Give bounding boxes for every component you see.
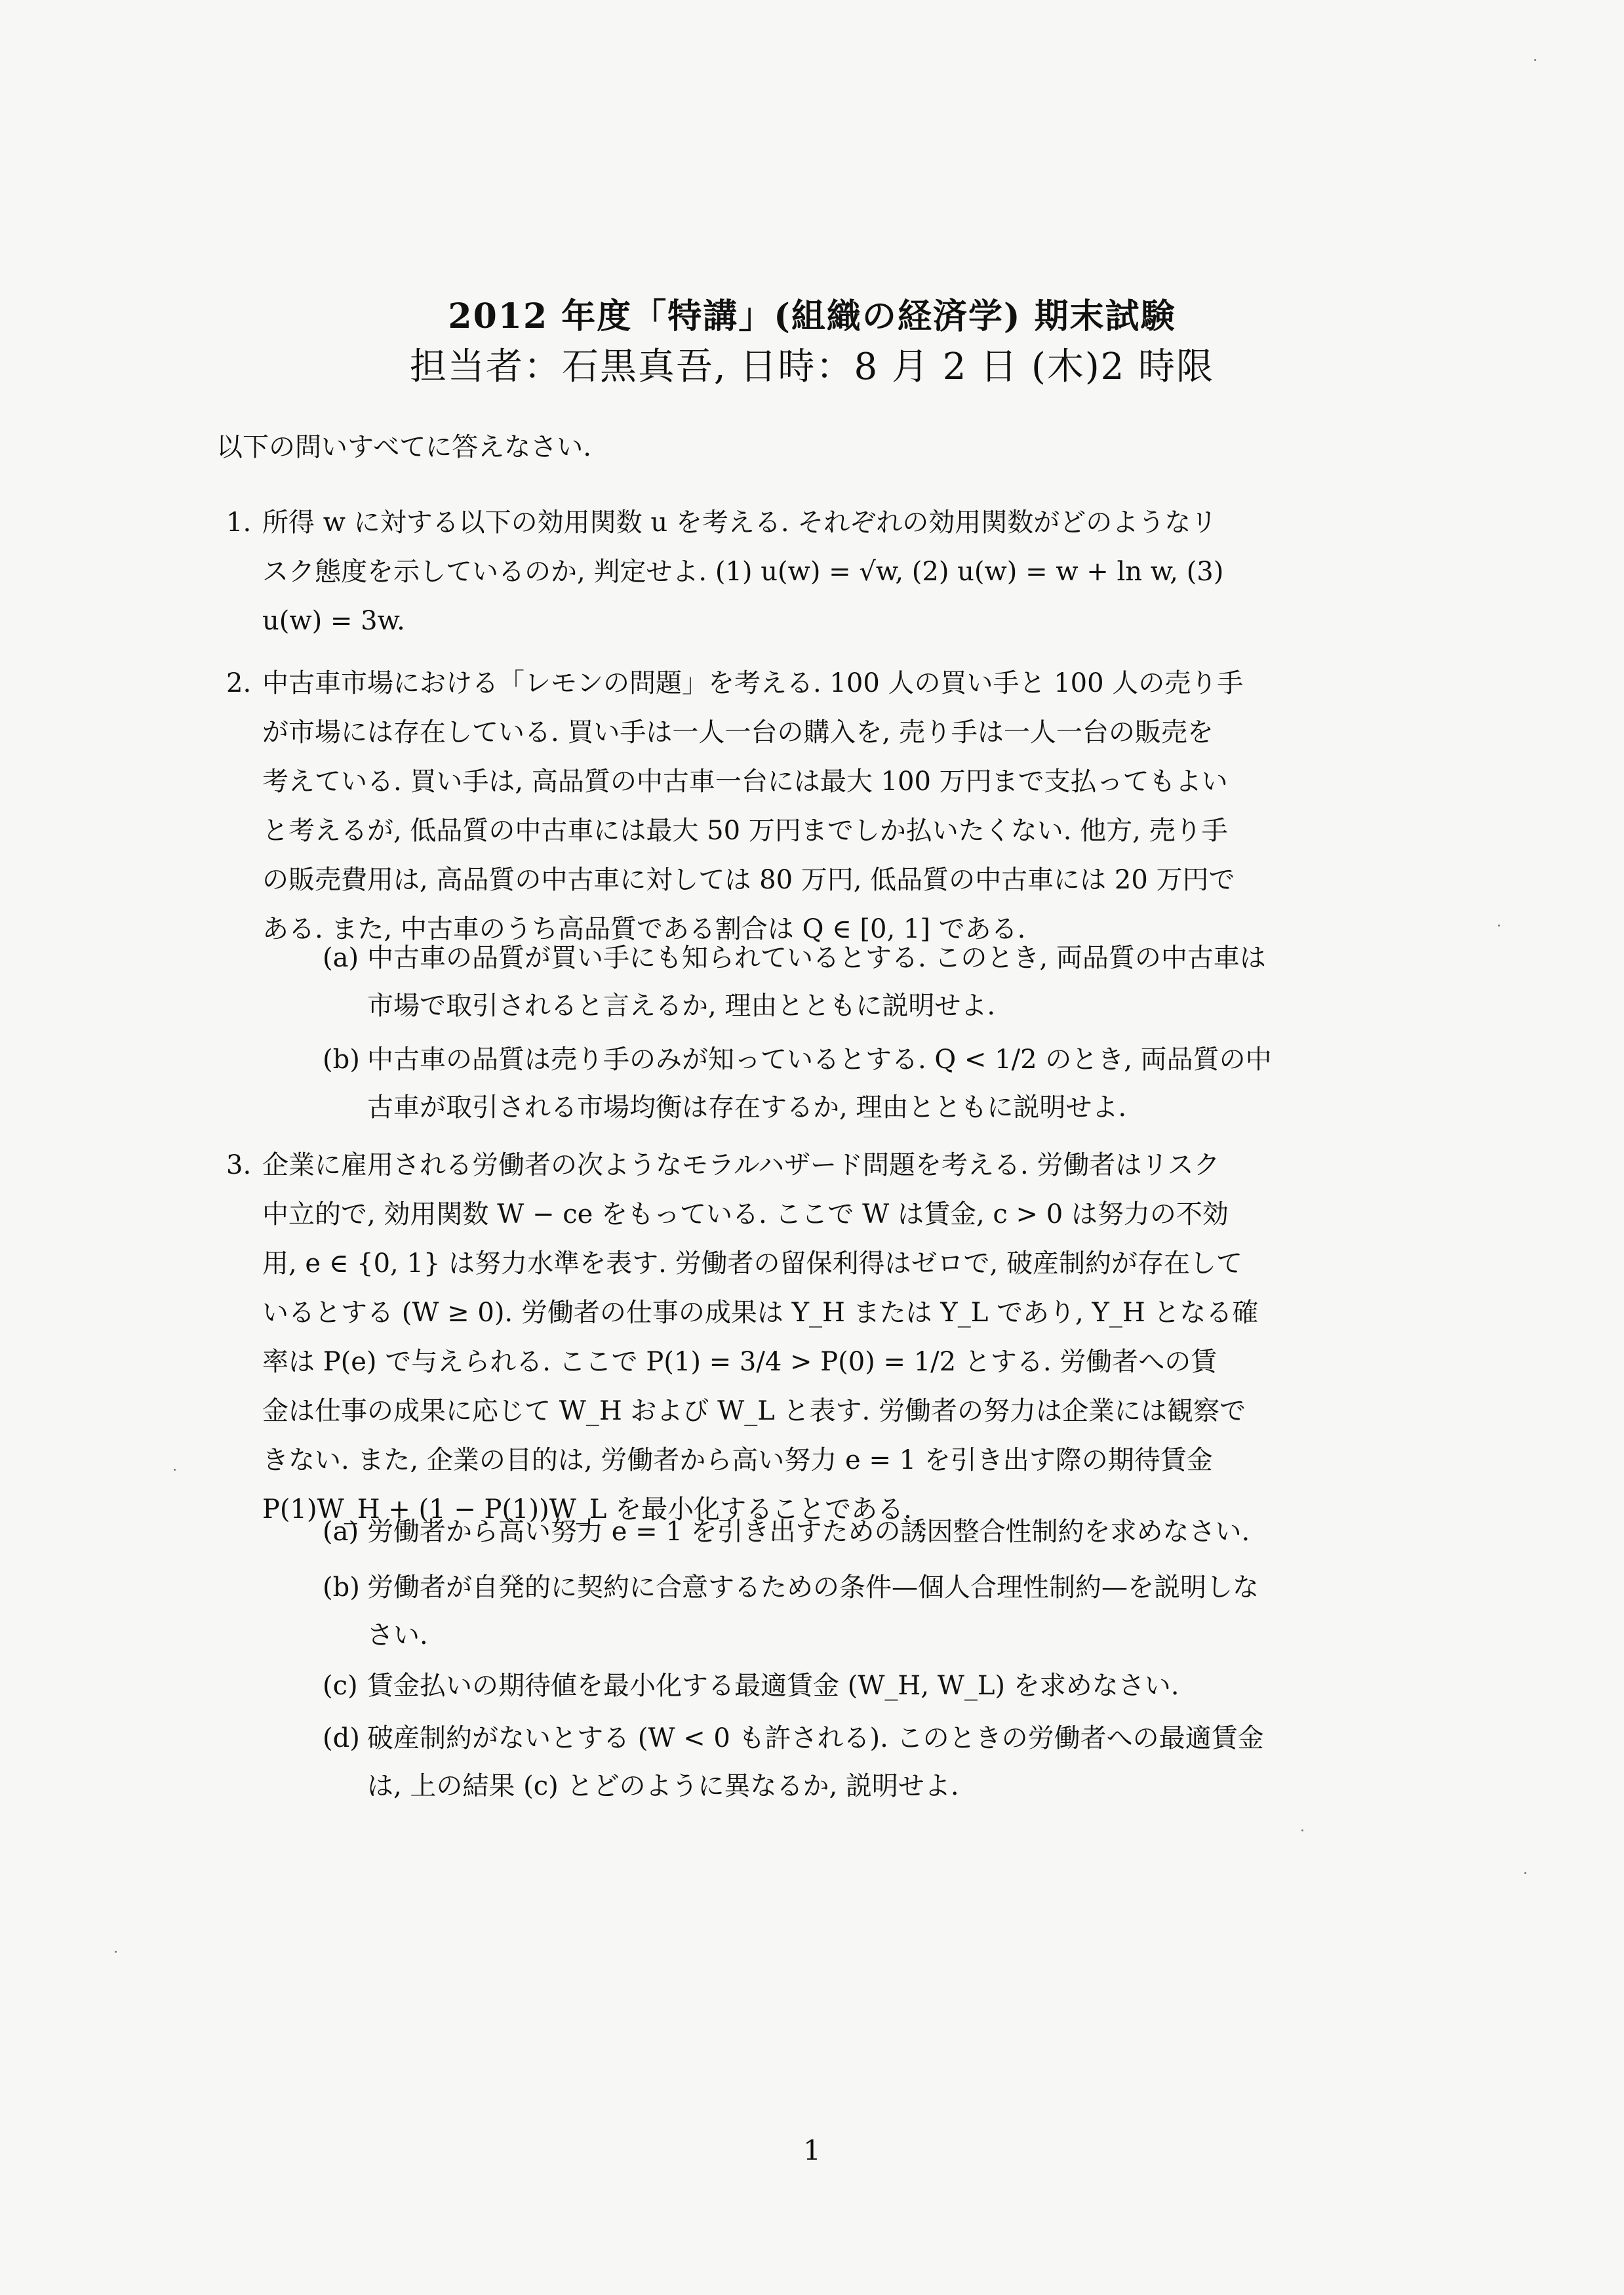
subquestion-label: (b) [323,1572,360,1603]
scan-speck [1301,1829,1303,1831]
subquestion-line: 労働者が自発的に契約に合意するための条件—個人合理性制約—を説明しな [367,1572,1259,1603]
subquestion-line: は, 上の結果 (c) とどのように異なるか, 説明せよ. [367,1771,959,1801]
question-line: 考えている. 買い手は, 高品質の中古車一台には最大 100 万円まで支払ってもよい [262,767,1228,797]
question-line: きない. また, 企業の目的は, 労働者から高い努力 e = 1 を引き出す際の期待賃金 [262,1445,1213,1475]
question-line: と考えるが, 低品質の中古車には最大 50 万円までしか払いたくない. 他方, 売り手 [262,816,1228,846]
question-line: ある. また, 中古車のうち高品質である割合は Q ∈ [0, 1] である. [262,914,1026,944]
subquestion-label: (a) [323,943,359,973]
instructions: 以下の問いすべてに答えなさい. [216,432,591,462]
question-number: 3. [226,1150,252,1180]
question-1 [226,498,1390,646]
question-line: が市場には存在している. 買い手は一人一台の購入を, 売り手は一人一台の販売を [262,717,1214,748]
question-number: 2. [226,668,252,698]
page-number: 1 [803,2134,821,2166]
subquestion-label: (d) [323,1723,360,1753]
question-line: スク態度を示しているのか, 判定せよ. (1) u(w) = √w, (2) u(w) = w + ln w, (3) [262,557,1224,587]
subquestion-line: 中古車の品質は売り手のみが知っているとする. Q < 1/2 のとき, 両品質の中 [367,1045,1272,1075]
question-line: P(1)W_H + (1 − P(1))W_L を最小化することである. [262,1494,912,1525]
scan-speck [1524,1872,1526,1874]
exam-subtitle: 担当者：石黒真吾, 日時：8 月 2 日 (木)2 時限 [409,346,1215,388]
question-line: の販売費用は, 高品質の中古車に対しては 80 万円, 低品質の中古車には 20 万円で [262,865,1235,895]
question-line: 企業に雇用される労働者の次ようなモラルハザード問題を考える. 労働者はリスク [262,1150,1220,1180]
subquestion-line: 破産制約がないとする (W < 0 も許される). このときの労働者への最適賃金 [367,1723,1264,1753]
subquestion-line: 賃金払いの期待値を最小化する最適賃金 (W_H, W_L) を求めなさい. [367,1671,1179,1701]
question-2b [323,1036,1390,1132]
question-line: 金は仕事の成果に応じて W_H および W_L と表す. 労働者の努力は企業には観察で [262,1396,1246,1426]
scan-speck [1498,925,1500,927]
question-line: 所得 w に対する以下の効用関数 u を考える. それぞれの効用関数がどのようなリ [262,508,1218,538]
question-line: 率は P(e) で与えられる. ここで P(1) = 3/4 > P(0) = 1/2 とする. 労働者への賃 [262,1347,1218,1377]
scan-speck [115,1951,117,1953]
subquestion-label: (b) [323,1045,360,1075]
exam-title: 2012 年度「特講」(組織の経済学) 期末試験 [448,296,1176,336]
question-3b [323,1564,1390,1660]
subquestion-line: 市場で取引されると言えるか, 理由とともに説明せよ. [367,991,996,1021]
question-line: いるとする (W ≥ 0). 労働者の仕事の成果は Y_H または Y_L であり, Y_H となる確 [262,1298,1259,1328]
subquestion-label: (a) [323,1517,359,1547]
question-3 [226,1141,1390,1534]
question-3d [323,1715,1390,1810]
subquestion-label: (c) [323,1671,358,1701]
scan-speck [1534,59,1536,61]
question-3a [323,1508,1390,1556]
question-line: 用, e ∈ {0, 1} は努力水準を表す. 労働者の留保利得はゼロで, 破産制約が存在して [262,1248,1242,1279]
question-line: 中立的で, 効用関数 W − ce をもっている. ここで W は賃金, c > 0 は努力の不効 [262,1199,1229,1229]
question-3c [323,1662,1390,1710]
scan-speck [174,1469,176,1471]
question-line: 中古車市場における「レモンの問題」を考える. 100 人の買い手と 100 人の売り手 [262,668,1244,698]
subquestion-line: 労働者から高い努力 e = 1 を引き出すための誘因整合性制約を求めなさい. [367,1517,1250,1547]
question-line: u(w) = 3w. [262,606,405,636]
question-2 [226,659,1390,954]
subquestion-line: さい. [367,1620,428,1650]
question-2a [323,934,1390,1030]
subquestion-line: 古車が取引される市場均衡は存在するか, 理由とともに説明せよ. [367,1092,1127,1123]
subquestion-line: 中古車の品質が買い手にも知られているとする. このとき, 両品質の中古車は [367,943,1266,973]
question-number: 1. [226,508,252,538]
